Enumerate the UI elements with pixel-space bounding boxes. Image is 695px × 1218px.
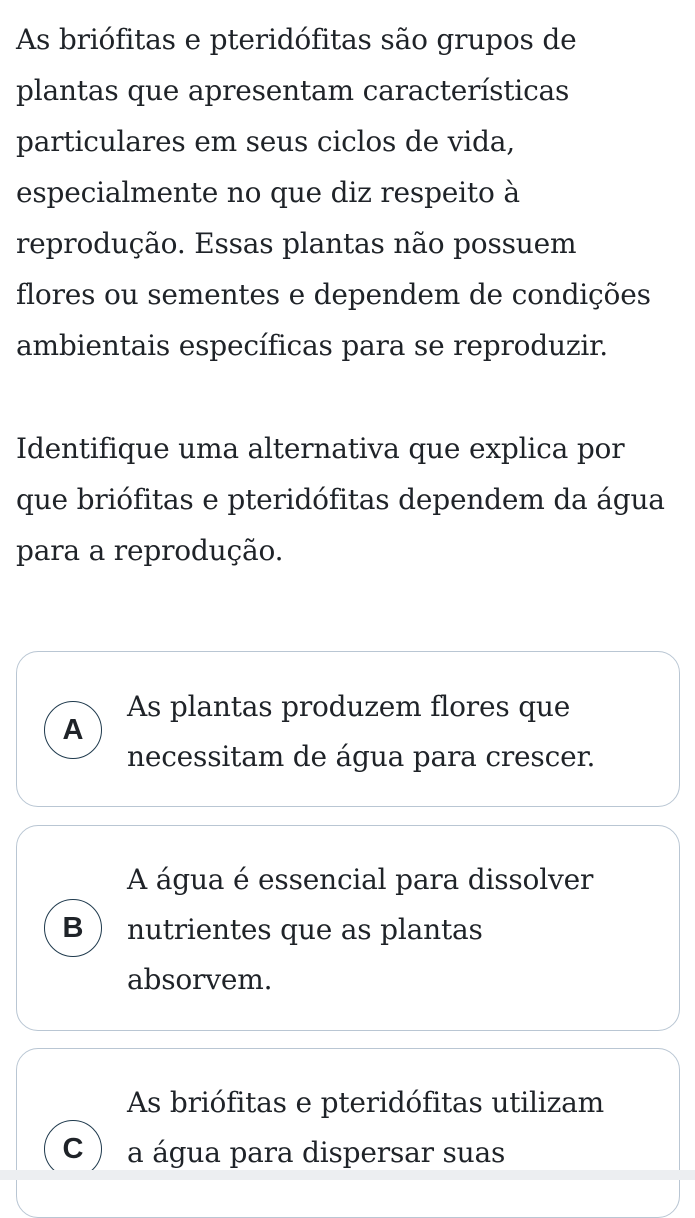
- option-text: As briófitas e pteridófitas utilizam a água para dispersar suas: [127, 1086, 604, 1169]
- option-letter-badge: A: [44, 701, 102, 759]
- option-a[interactable]: [16, 651, 680, 807]
- bottom-edge-bar: [0, 1170, 695, 1180]
- question-context: As briófitas e pteridófitas são grupos de plantas que apresentam características particulares em seus ciclos de vida, especialmente no que diz respeito à reprodução. Essas plantas não possuem flores ou sementes e dependem de condições ambientais específicas para se reproduzir.: [16, 23, 651, 362]
- option-text: A água é essencial para dissolver nutrientes que as plantas absorvem.: [127, 863, 594, 996]
- option-b[interactable]: [16, 825, 680, 1031]
- question-prompt: Identifique uma alternativa que explica por que briófitas e pteridófitas dependem da água para a reprodução.: [16, 432, 665, 567]
- option-text: As plantas produzem flores que necessitam de água para crescer.: [127, 690, 596, 773]
- option-letter-badge: C: [44, 1120, 102, 1178]
- option-letter-badge: B: [44, 899, 102, 957]
- option-c[interactable]: [16, 1048, 680, 1218]
- question-text: [16, 14, 686, 576]
